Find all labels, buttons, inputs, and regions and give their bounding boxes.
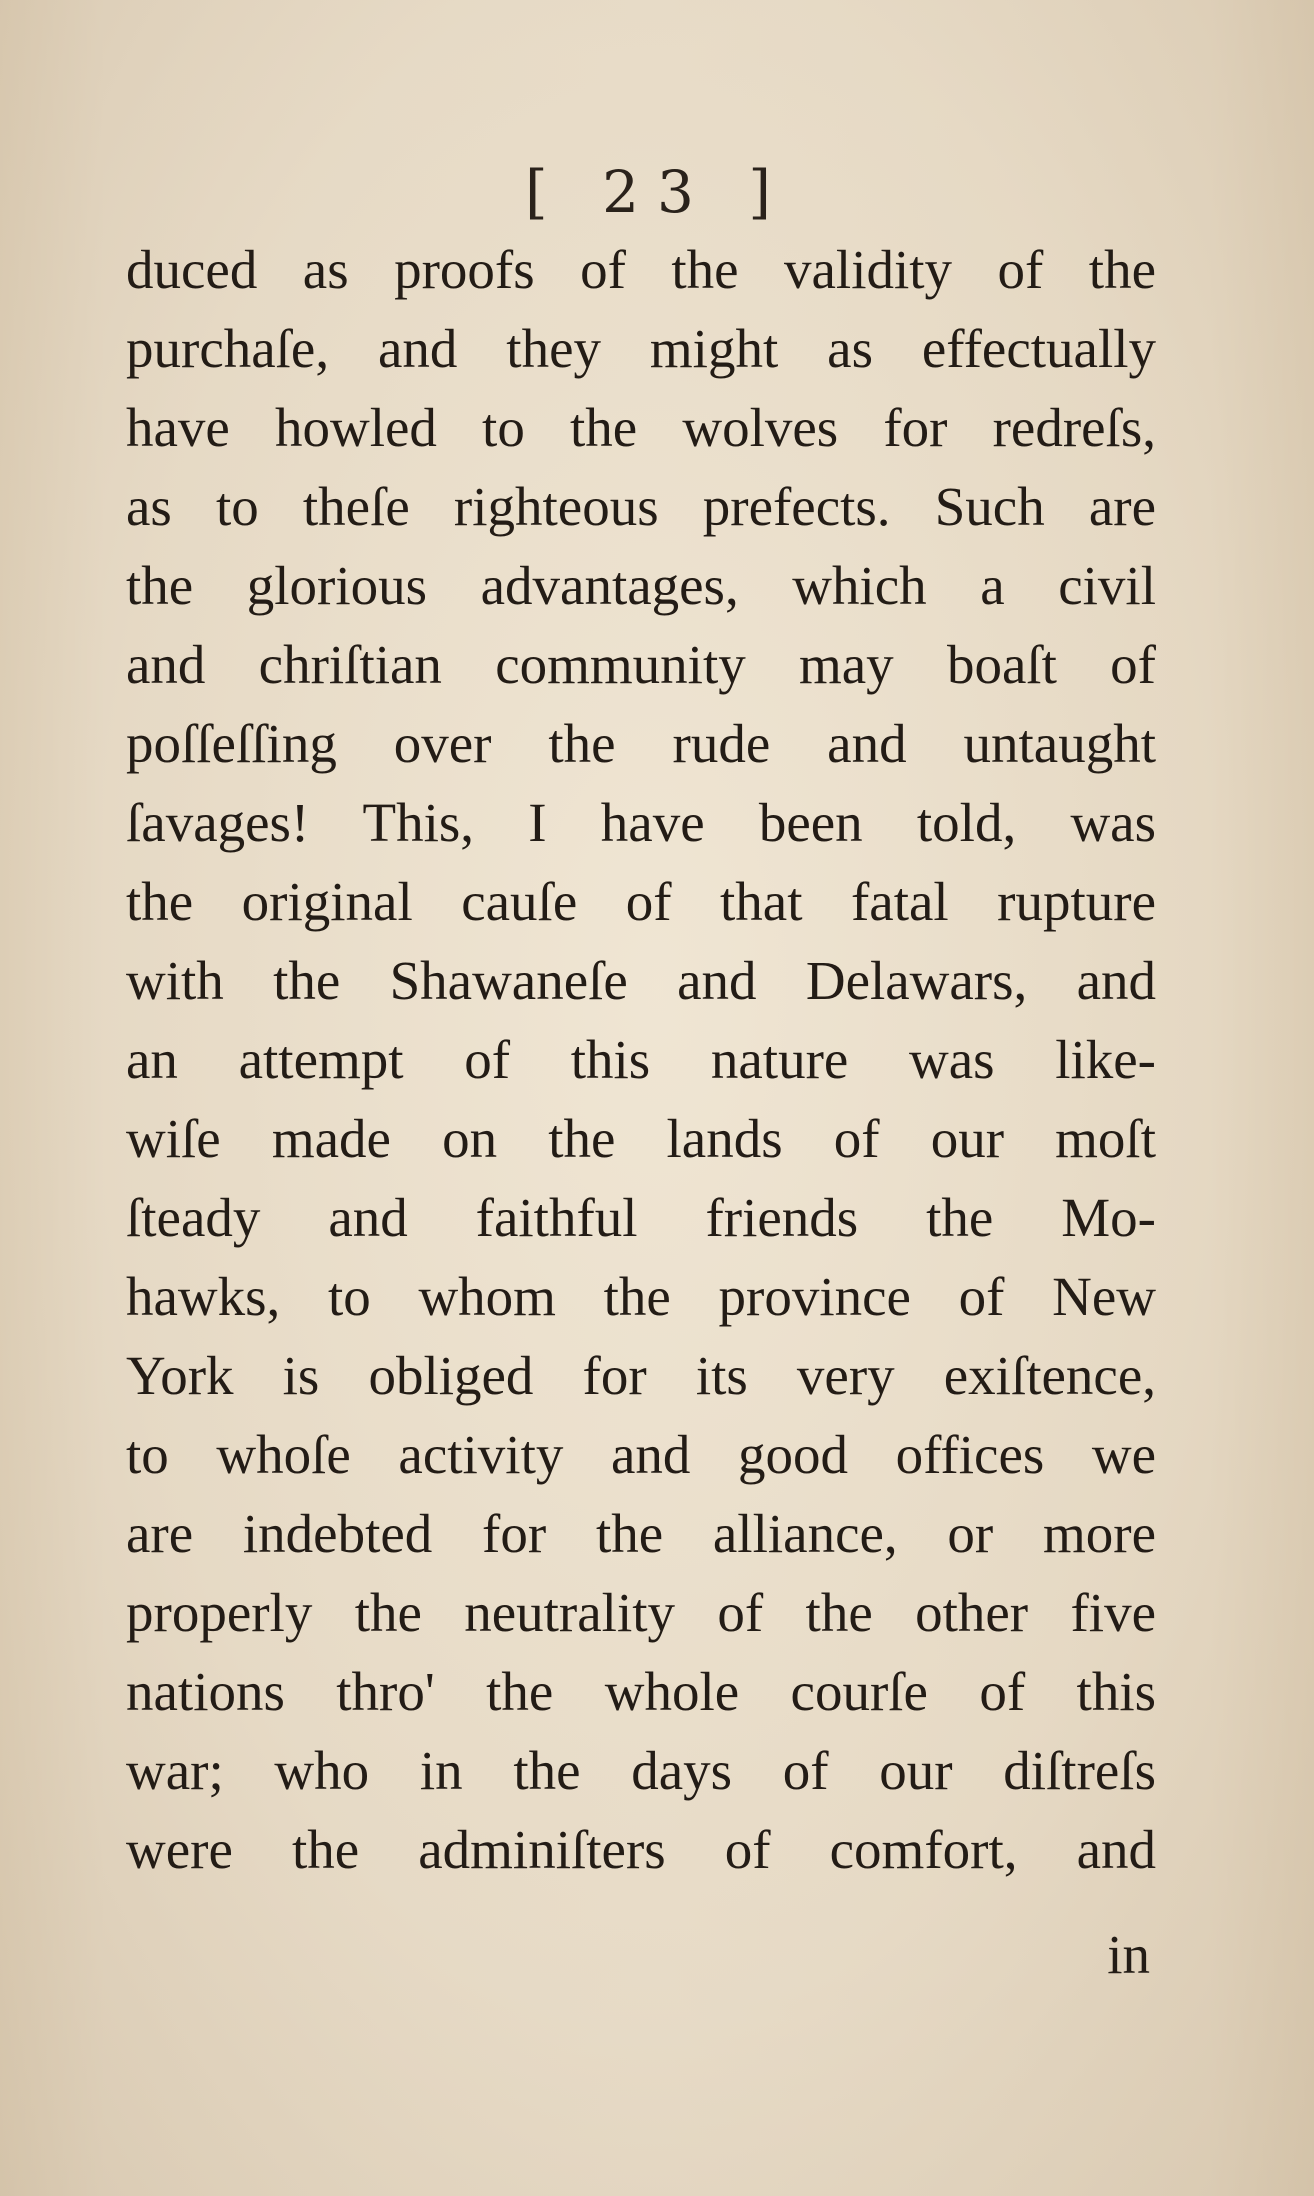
text-line: as to theſe righteous prefects. Such are [126, 476, 1156, 537]
text-line: the glorious advantages, which a civil [126, 555, 1156, 616]
text-line: hawks, to whom the province of New [126, 1266, 1156, 1327]
page-number: [ 23 ] [525, 158, 789, 226]
catchword: in [1107, 1924, 1150, 1985]
text-line: an attempt of this nature was like- [126, 1029, 1156, 1090]
text-line: wiſe made on the lands of our moſt [126, 1108, 1156, 1169]
text-line: were the adminiſters of comfort, and [126, 1819, 1156, 1880]
text-line: York is obliged for its very exiſtence, [126, 1345, 1156, 1406]
text-line: the original cauſe of that fatal rupture [126, 871, 1156, 932]
text-line: nations thro' the whole courſe of this [126, 1661, 1156, 1722]
text-line: have howled to the wolves for redreſs, [126, 397, 1156, 458]
text-line: with the Shawaneſe and Delawars, and [126, 950, 1156, 1011]
text-line: ſteady and faithful friends the Mo- [126, 1187, 1156, 1248]
text-line: purchaſe, and they might as effectually [126, 318, 1156, 379]
text-line: and chriſtian community may boaſt of [126, 634, 1156, 695]
text-line: duced as proofs of the validity of the [126, 239, 1156, 300]
text-line: war; who in the days of our diſtreſs [126, 1740, 1156, 1801]
body-text [126, 230, 1156, 1889]
text-line: to whoſe activity and good offices we [126, 1424, 1156, 1485]
text-line: properly the neutrality of the other five [126, 1582, 1156, 1643]
text-line: ſavages! This, I have been told, was [126, 792, 1156, 853]
text-line: poſſeſſing over the rude and untaught [126, 713, 1156, 774]
text-line: are indebted for the alliance, or more [126, 1503, 1156, 1564]
